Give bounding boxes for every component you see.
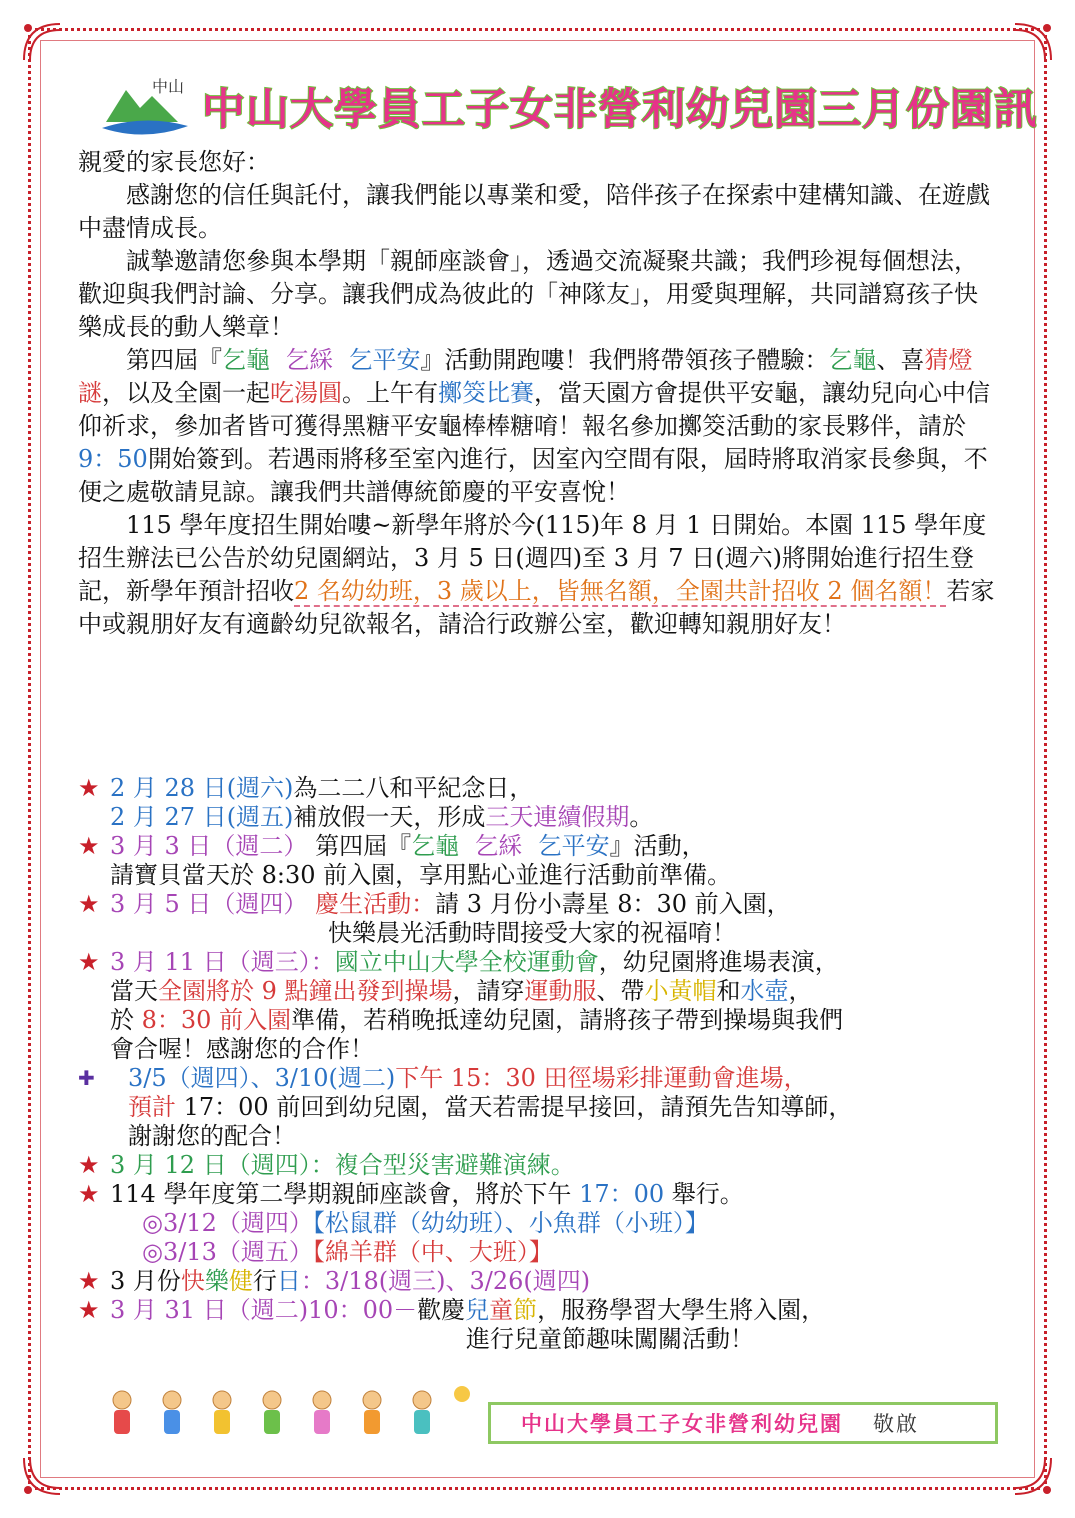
letter-body: [78, 146, 998, 641]
children-illustration-icon: [92, 1382, 492, 1442]
signature-box: [488, 1402, 998, 1444]
corner-flourish-icon: [20, 1454, 64, 1498]
star-icon: ★: [78, 1267, 100, 1295]
star-icon: ★: [78, 1296, 100, 1324]
newsletter-header: [100, 66, 1038, 146]
list-item: ★ 3 月 3 日（週二） 第四屆『乞龜 乞綵 乞平安』活動， 請寶貝當天於 8:30 前入園，享用點心並進行活動前準備。: [78, 832, 732, 889]
corner-flourish-icon: [20, 20, 64, 64]
page-title: 中山大學員工子女非營利幼兒園三月份園訊: [202, 85, 1038, 135]
star-icon: ★: [78, 774, 100, 802]
star-icon: ★: [78, 832, 100, 860]
list-item: ★ 3 月 31 日（週二)10：00－歡慶兒童節，服務學習大學生將入園， 進行兒童節趣味闖關活動！: [78, 1296, 826, 1353]
star-icon: ★: [78, 1180, 100, 1208]
mountain-logo-icon: [100, 70, 190, 142]
greeting: 親愛的家長您好：: [78, 148, 270, 176]
list-item: ★ 3 月 11 日（週三）：國立中山大學全校運動會，幼兒園將進場表演， 當天全園將於 9 點鐘出發到操場，請穿運動服、帶小黃帽和水壺， 於 8：30 前入園準備，若稍晚抵達幼兒園，請將孩子帶到操場與我們 會合喔！感謝您的合作！: [78, 948, 844, 1063]
events-list: [78, 774, 1008, 1354]
list-item: ★ 2 月 28 日(週六)為二二八和平紀念日， 2 月 27 日(週五)補放假一天，形成三天連續假期。: [78, 774, 654, 831]
star-icon: ★: [78, 948, 100, 976]
list-item: ★ 3 月 12 日（週四）：複合型災害避難演練。: [78, 1151, 575, 1179]
paragraph-enrollment: 115 學年度招生開始嘍~新學年將於今(115)年 8 月 1 日開始。本園 115 學年度招生辦法已公告於幼兒園網站，3 月 5 日(週四)至 3 月 7 日(週六)將開始進行招生登記，新學年預計招收2 名幼幼班，3 歲以上，皆無名額，全園共計招收 2 個名額！若家中或親朋好友有適齡幼兒欲報名，請洽行政辦公室，歡迎轉知親朋好友！: [78, 511, 995, 638]
school-name: 中山大學員工子女非營利幼兒園: [521, 1411, 843, 1436]
arrow-bullet-icon: ✚: [78, 1066, 95, 1090]
corner-flourish-icon: [1011, 20, 1055, 64]
list-item: ★ 3 月份快樂健行日：3/18(週三)、3/26(週四): [78, 1267, 591, 1295]
logo-text: 中山: [152, 77, 185, 96]
star-icon: ★: [78, 1151, 100, 1179]
list-item: ★ 3 月 5 日（週四） 慶生活動：請 3 月份小壽星 8：30 前入園， 快樂晨光活動時間接受大家的祝福唷！: [78, 890, 791, 947]
list-item: ✚ 3/5（週四）、3/10(週二)下午 15：30 田徑場彩排運動會進場， 預計 17：00 前回到幼兒園，當天若需提早接回，請預先告知導師， 謝謝您的配合！: [78, 1064, 853, 1150]
list-item: ★ 114 學年度第二學期親師座談會，將於下午 17：00 舉行。 ◎3/12（週四）【松鼠群（幼幼班）、小魚群（小班）】 ◎3/13（週五）【綿羊群（中、大班）】: [78, 1180, 744, 1266]
star-icon: ★: [78, 890, 100, 918]
paragraph-thanks: 感謝您的信任與託付，讓我們能以專業和愛，陪伴孩子在探索中建構知識、在遊戲中盡情成長。: [78, 181, 990, 242]
paragraph-invitation: 誠摯邀請您參與本學期「親師座談會」，透過交流凝聚共識；我們珍視每個想法，歡迎與我們討論、分享。讓我們成為彼此的「神隊友」，用愛與理解，共同譜寫孩子快樂成長的動人樂章！: [78, 247, 978, 341]
paragraph-festival: 第四屆『乞龜 乞綵 乞平安』活動開跑嘍！我們將帶領孩子體驗：乞龜、喜猜燈謎，以及全園一起吃湯圓。上午有擲筊比賽，當天園方會提供平安龜，讓幼兒向心中信仰祈求，參加者皆可獲得黑糖平安龜棒棒糖唷！報名參加擲筊活動的家長夥伴，請於9：50開始簽到。若遇雨將移至室內進行，因室內空間有限，屆時將取消家長參與，不便之處敬請見諒。讓我們共譜傳統節慶的平安喜悅！: [78, 346, 990, 506]
corner-flourish-icon: [1011, 1454, 1055, 1498]
respectfully-text: 敬啟: [873, 1412, 919, 1436]
